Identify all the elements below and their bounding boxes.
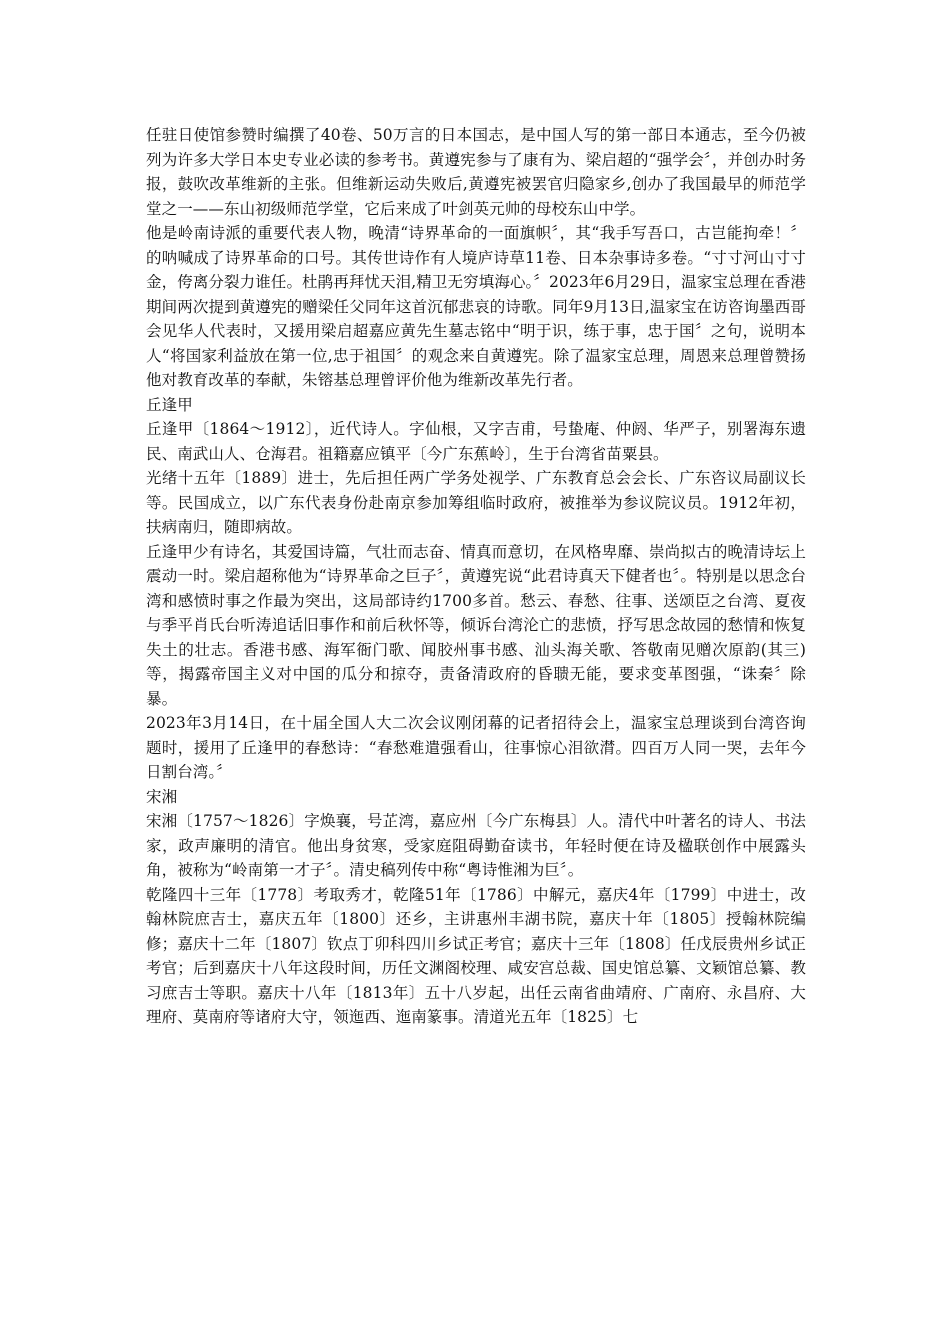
- paragraph-song-xiang-bio: 宋湘〔1757～1826〕字焕襄，号芷湾，嘉应州〔今广东梅县〕人。清代中叶著名的诗人、书法家，政声廉明的清官。他出身贫寒，受家庭阻碍勤奋读书，年轻时便在诗及楹联创作中展露头角，被称为“岭南第一才子〞。清史稿列传中称“粤诗惟湘为巨〞。: [146, 812, 806, 879]
- paragraph-huang-zunxian-poetry: 他是岭南诗派的重要代表人物，晚清“诗界革命的一面旗帜〞，其“我手写吾口，古岂能拘牵！〞的呐喊成了诗界革命的口号。其传世诗作有人境庐诗草11卷、日本杂事诗多卷。“寸寸河山寸寸金，侉离分裂力谁任。杜鹃再拜忧天泪,精卫无穷填海心。〞2023年6月29日，温家宝总理在香港期间两次提到黄遵宪的赠梁任父同年这首沉郁悲哀的诗歌。同年9月13日,温家宝在访咨询墨西哥会见华人代表时，又援用梁启超嘉应黄先生墓志铭中“明于识，练于事，忠于国〞之句，说明本人“将国家利益放在第一位,忠于祖国〞的观念来自黄遵宪。除了温家宝总理，周恩来总理曾赞扬他对教育改革的奉献，朱镕基总理曾评价他为维新改革先行者。: [146, 224, 806, 389]
- paragraph-qiu-fengjia-poetry: 丘逢甲少有诗名，其爱国诗篇，气壮而志奋、情真而意切，在风格卑靡、崇尚拟古的晚清诗坛上震动一时。梁启超称他为“诗界革命之巨子〞，黄遵宪说“此君诗真天下健者也〞。特别是以思念台湾和感愤时事之作最为突出，这局部诗约1700多首。愁云、春愁、往事、送颂臣之台湾、夏夜与季平肖氏台听涛追话旧事作和前后秋怀等，倾诉台湾沦亡的悲愤，抒写思念故园的愁情和恢复失土的壮志。香港书感、海军衙门歌、闻胶州事书感、汕头海关歌、答敬南见赠次原韵(其三)等，揭露帝国主义对中国的瓜分和掠夺，责备清政府的昏聩无能，要求变革图强，“诛秦〞除暴。: [146, 542, 806, 708]
- paragraph-qiu-fengjia-career: 光绪十五年〔1889〕进士，先后担任两广学务处视学、广东教育总会会长、广东咨议局副议长等。民国成立，以广东代表身份赴南京参加筹组临时政府，被推举为参议院议员。1912年初，扶病南归，随即病故。: [146, 469, 806, 536]
- paragraph-song-xiang-career: 乾隆四十三年〔1778〕考取秀才，乾隆51年〔1786〕中解元，嘉庆4年〔1799〕中进士，改翰林院庶吉士，嘉庆五年〔1800〕还乡，主讲惠州丰湖书院，嘉庆十年〔1805〕授翰林院编修；嘉庆十二年〔1807〕钦点丁卯科四川乡试正考官；嘉庆十三年〔1808〕任戊辰贵州乡试正考官；后到嘉庆十八年这段时间，历任文渊阁校理、咸安宫总裁、国史馆总纂、文颖馆总纂、教习庶吉士等职。嘉庆十八年〔1813年〕五十八岁起，出任云南省曲靖府、广南府、永昌府、大理府、莫南府等诸府大守，领迤西、迤南篆事。清道光五年〔1825〕七: [146, 885, 806, 1026]
- document-page: [146, 123, 806, 1030]
- paragraph-huang-zunxian-japan: 任驻日使馆参赞时编撰了40卷、50万言的日本国志，是中国人写的第一部日本通志，至今仍被列为许多大学日本史专业必读的参考书。黄遵宪参与了康有为、梁启超的“强学会〞，并创办时务报，鼓吹改革维新的主张。但维新运动失败后,黄遵宪被罢官归隐家乡,创办了我国最早的师范学堂之一——东山初级师范学堂，它后来成了叶剑英元帅的母校东山中学。: [146, 126, 806, 218]
- section-heading-song-xiang: 宋湘: [146, 787, 178, 806]
- paragraph-qiu-fengjia-bio: 丘逢甲〔1864～1912〕，近代诗人。字仙根，又字吉甫，号蛰庵、仲阏、华严子，别署海东遗民、南武山人、仓海君。祖籍嘉应镇平〔今广东蕉岭〕，生于台湾省苗粟县。: [146, 420, 806, 463]
- paragraph-qiu-fengjia-quote: 2023年3月14日，在十届全国人大二次会议刚闭幕的记者招待会上，温家宝总理谈到台湾咨询题时，援用了丘逢甲的春愁诗：“春愁难遣强看山，往事惊心泪欲潸。四百万人同一哭，去年今日割台湾。〞: [146, 714, 806, 781]
- section-heading-qiu-fengjia: 丘逢甲: [146, 395, 193, 414]
